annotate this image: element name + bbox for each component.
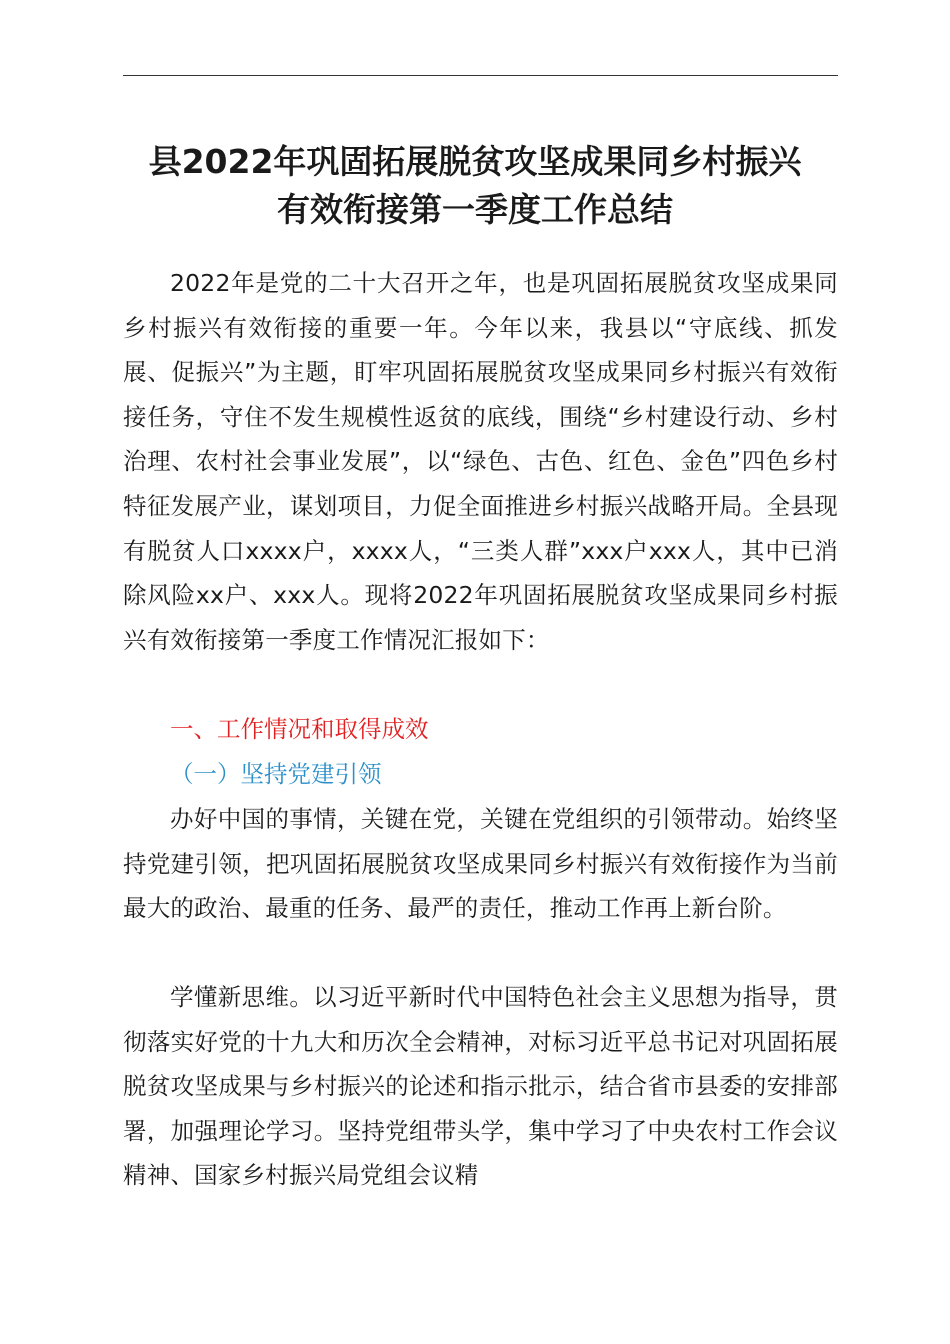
subsection-heading: （一）坚持党建引领 [170, 760, 382, 788]
intro-paragraph: 2022年是党的二十大召开之年，也是巩固拓展脱贫攻坚成果同乡村振兴有效衔接的重要一年。今年以来，我县以“守底线、抓发展、促振兴”为主题，盯牢巩固拓展脱贫攻坚成果同乡村振兴有效衔接任务，守住不发生规模性返贫的底线，围绕“乡村建设行动、乡村治理、农村社会事业发展”，以“绿色、古色、红色、金色”四色乡村特征发展产业，谋划项目，力促全面推进乡村振兴战略开局。全县现有脱贫人口xxxx户，xxxx人，“三类人群”xxx户xxx人，其中已消除风险xx户、xxx人。现将2022年巩固拓展脱贫攻坚成果同乡村振兴有效衔接第一季度工作情况汇报如下： [123, 269, 838, 654]
section-heading: 一、工作情况和取得成效 [170, 715, 429, 743]
title-line-2: 有效衔接第一季度工作总结 [277, 190, 673, 229]
body-paragraph-party-leadership: 办好中国的事情，关键在党，关键在党组织的引领带动。始终坚持党建引领，把巩固拓展脱贫攻坚成果同乡村振兴有效衔接作为当前最大的政治、最重的任务、最严的责任，推动工作再上新台阶。 [123, 805, 838, 923]
header-rule [123, 75, 838, 76]
body-paragraph-study: 学懂新思维。以习近平新时代中国特色社会主义思想为指导，贯彻落实好党的十九大和历次全会精神，对标习近平总书记对巩固拓展脱贫攻坚成果与乡村振兴的论述和指示批示，结合省市县委的安排部署，加强理论学习。坚持党组带头学，集中学习了中央农村工作会议精神、国家乡村振兴局党组会议精 [123, 983, 838, 1190]
document-title [100, 138, 850, 234]
title-line-1: 县2022年巩固拓展脱贫攻坚成果同乡村振兴 [148, 142, 802, 181]
